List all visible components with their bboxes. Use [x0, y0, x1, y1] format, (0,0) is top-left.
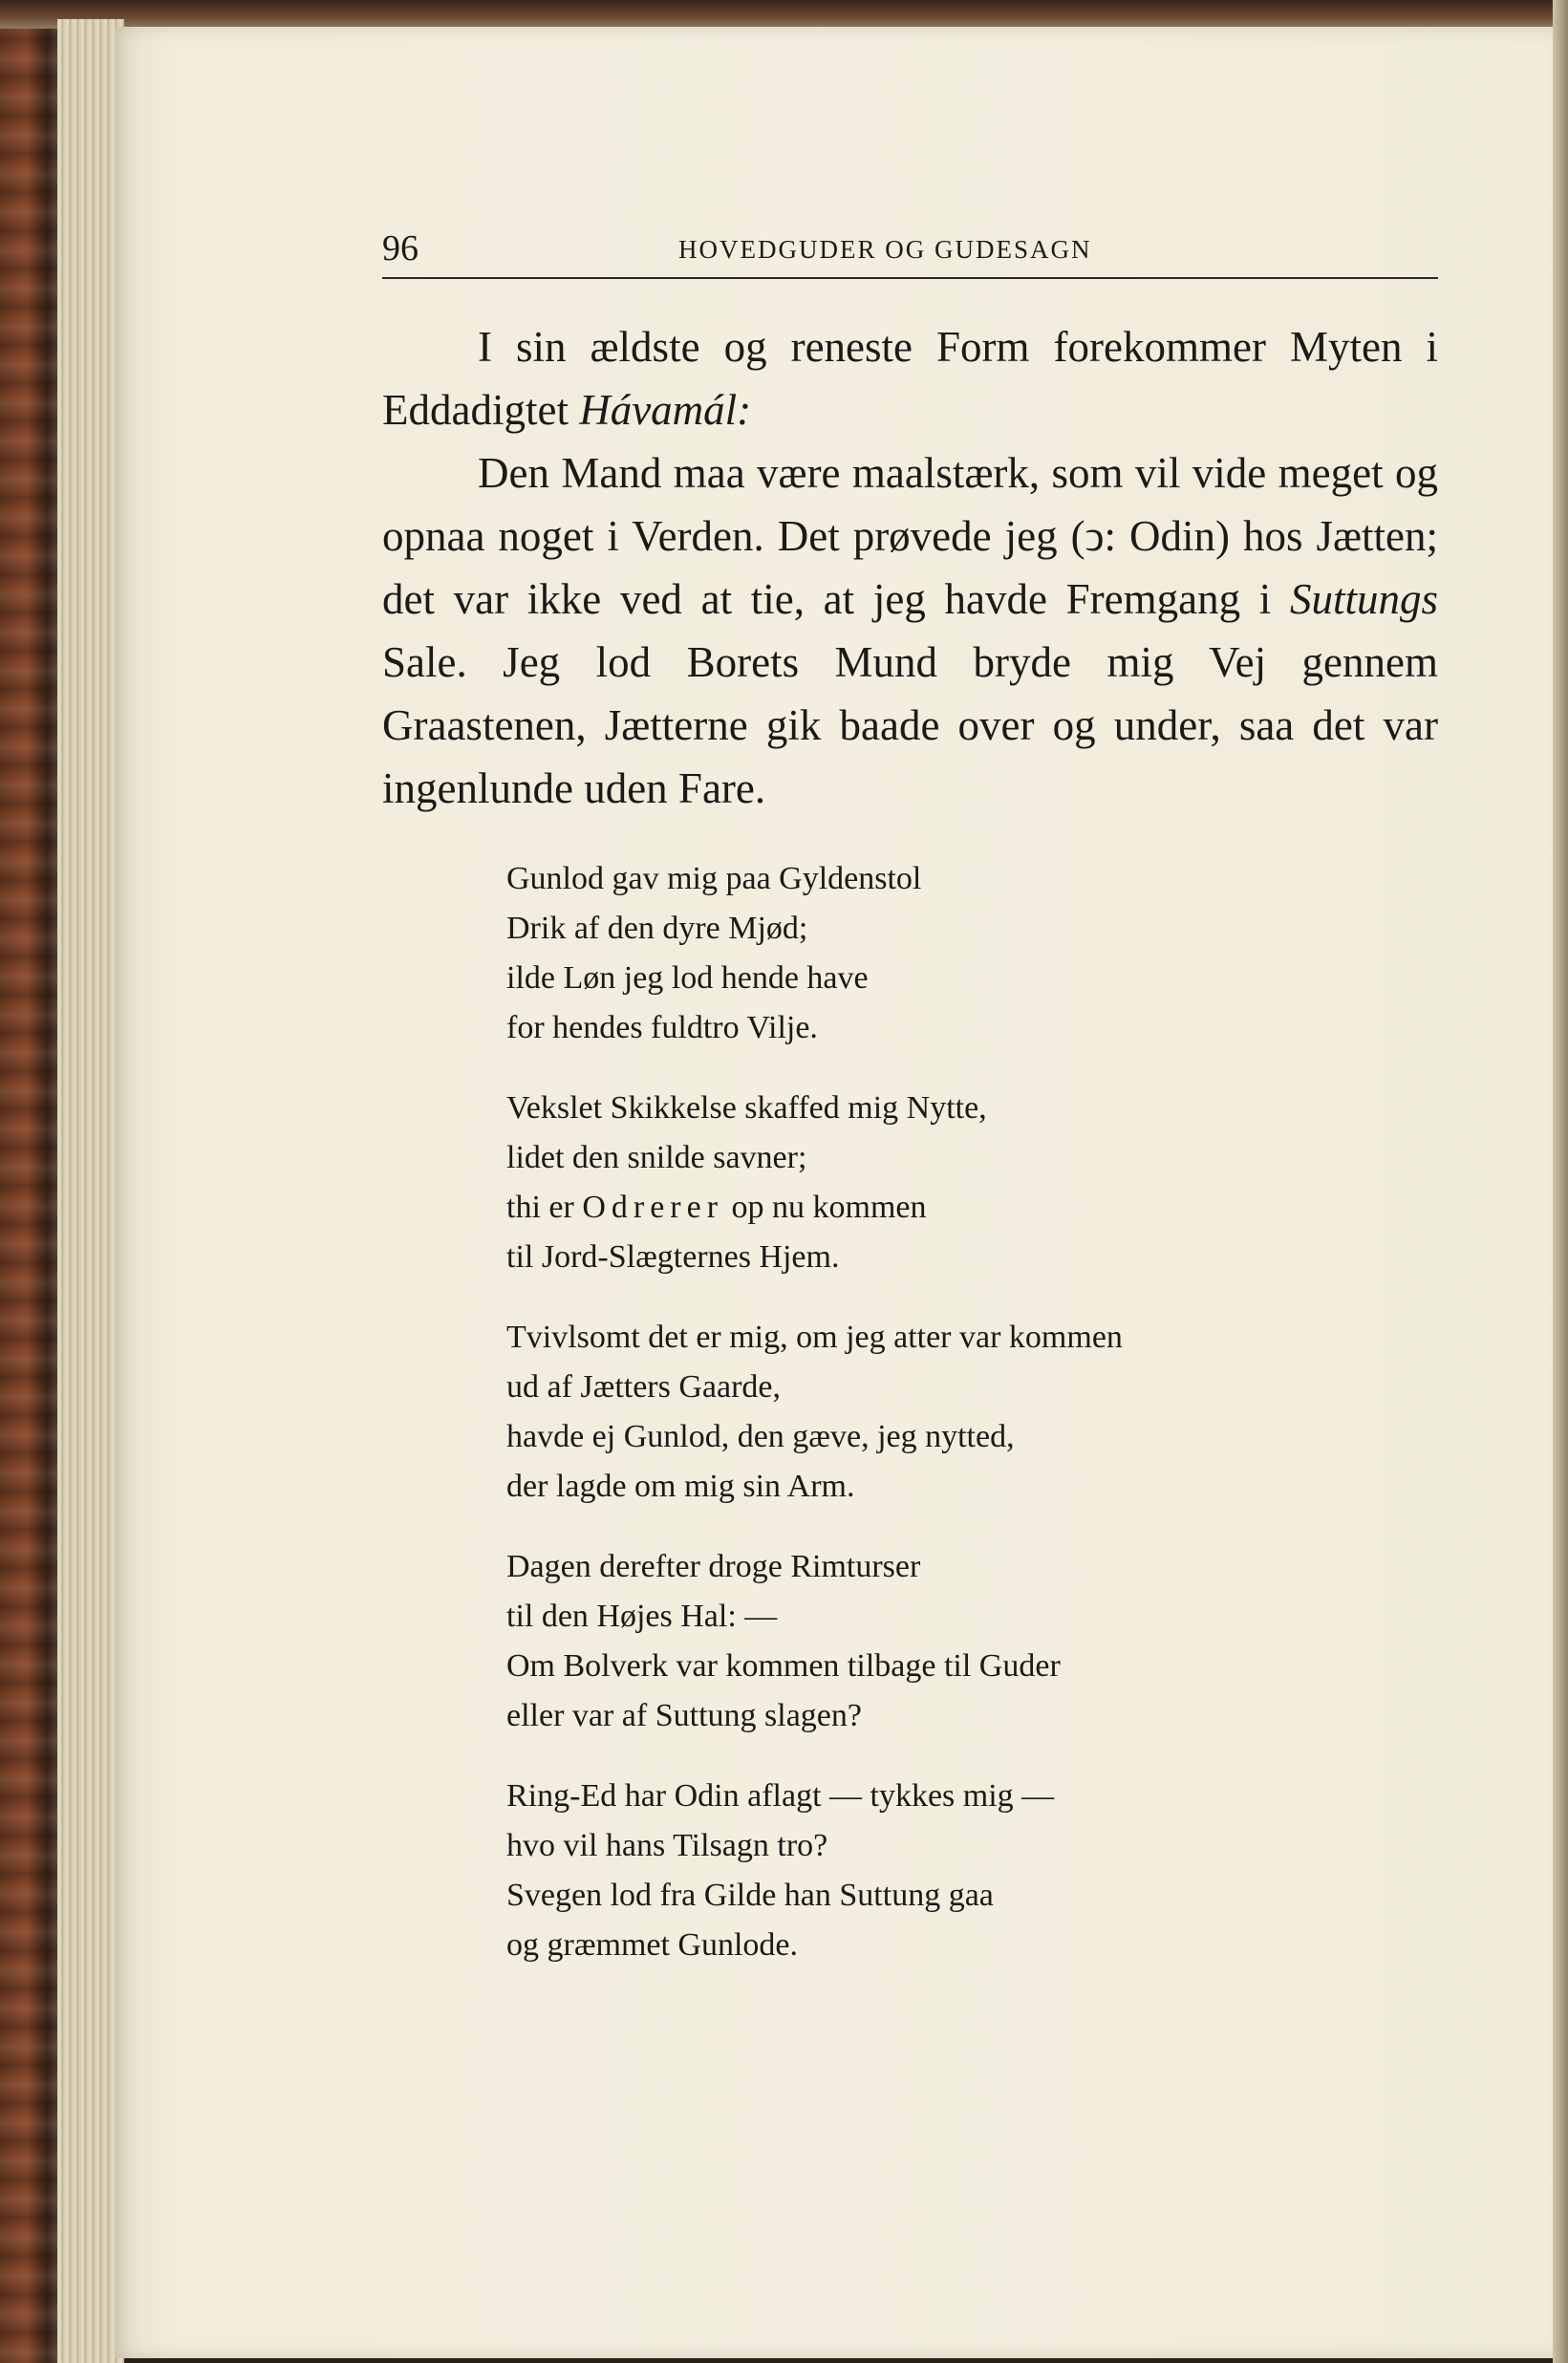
verse-line: Drik af den dyre Mjød; — [506, 911, 808, 946]
poem-title: Hávamál: — [579, 386, 752, 434]
prose-part2: Sale. Jeg lod Borets Mund bryde mig Vej gennem Graastenen, Jætterne gik baade over og under, saa det var ingenlunde uden Fare. — [382, 638, 1438, 812]
poem — [506, 854, 1438, 1970]
verse-line: Svegen lod fra Gilde han Suttung gaa — [506, 1878, 994, 1913]
intro-text: I sin ældste og reneste Form forekommer Myten i Eddadigtet — [382, 323, 1438, 434]
verse-line: Tvivlsomt det er mig, om jeg atter var kommen — [506, 1320, 1123, 1355]
verse-line: der lagde om mig sin Arm. — [506, 1469, 855, 1504]
intro-paragraph — [382, 315, 1438, 441]
stanza-4 — [506, 1542, 1438, 1741]
page-number: 96 — [382, 228, 419, 269]
book-top-edge — [0, 0, 1568, 29]
prose-paragraph — [382, 441, 1438, 820]
verse-line: eller var af Suttung slagen? — [506, 1698, 862, 1733]
verse-line: Om Bolverk var kommen tilbage til Guder — [506, 1648, 1061, 1684]
prose-italic-name: Suttungs — [1289, 575, 1438, 623]
verse-line: hvo vil hans Tilsagn tro? — [506, 1828, 828, 1863]
verse-line: til Jord-Slægternes Hjem. — [506, 1239, 840, 1275]
verse-line: Ring-Ed har Odin aflagt — tykkes mig — — [506, 1778, 1055, 1814]
verse-line: ilde Løn jeg lod hende have — [506, 960, 869, 996]
stanza-5 — [506, 1772, 1438, 1970]
verse-line: Gunlod gav mig paa Gyldenstol — [506, 861, 922, 896]
stanza-2 — [506, 1084, 1438, 1282]
stanza-3 — [506, 1313, 1438, 1512]
verse-line: havde ej Gunlod, den gæve, jeg nytted, — [506, 1419, 1015, 1454]
page-header — [382, 220, 1438, 279]
verse-line: til den Højes Hal: — — [506, 1599, 778, 1634]
verse-line: Vekslet Skikkelse skaffed mig Nytte, — [506, 1090, 987, 1126]
running-head: HOVEDGUDER OG GUDESAGN — [678, 235, 1092, 264]
verse-line: og græmmet Gunlode. — [506, 1927, 799, 1963]
page-content — [382, 220, 1438, 2001]
verse-line — [506, 1183, 1438, 1233]
stanza-1 — [506, 854, 1438, 1053]
verse-fragment: thi er — [506, 1190, 583, 1225]
verse-line: ud af Jætters Gaarde, — [506, 1369, 782, 1405]
spaced-name-odrerer: Odrerer — [582, 1190, 724, 1225]
prose-part1: Den Mand maa være maalstærk, som vil vide meget og opnaa noget i Verden. Det prøvede jeg (ↄ: Odin) hos Jætten; det var ikke ved at tie, at jeg havde Fremgang i — [382, 449, 1438, 623]
page-right-edge — [1553, 0, 1568, 2363]
verse-line: lidet den snilde savner; — [506, 1140, 807, 1175]
verse-line: for hendes fuldtro Vilje. — [506, 1010, 818, 1045]
verse-fragment: op nu kommen — [723, 1190, 927, 1225]
verse-line: Dagen derefter droge Rimturser — [506, 1549, 921, 1584]
